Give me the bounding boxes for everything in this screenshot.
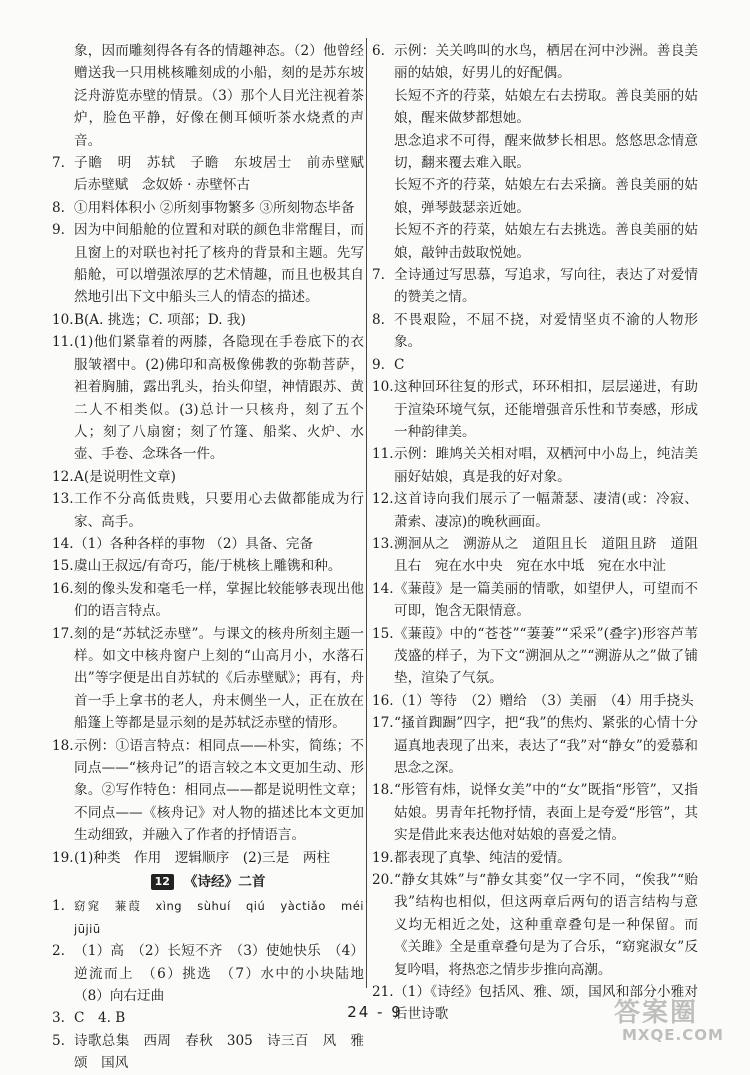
answer-item bbox=[52, 533, 364, 555]
item-number: 3. bbox=[52, 1010, 65, 1027]
item-text: 虞山王叔远/有奇巧，能/于桃核上雕镌和种。 bbox=[74, 558, 342, 575]
answer-item bbox=[372, 488, 698, 533]
answer-item bbox=[52, 466, 364, 488]
answer-continuation bbox=[372, 130, 698, 175]
page-number: 24 - 9 bbox=[347, 1003, 403, 1021]
answer-item bbox=[52, 1030, 378, 1075]
item-text: (1)他们紧靠着的两膝，各隐现在手卷底下的衣服皱褶中。(2)佛印和高极像佛教的弥勒菩萨，袒着胸脯，露出乳头，抬头仰望，神情跟苏、黄二人不相类似。(3)总计一只核舟，刻了五个人；刻了八扇窗；刻了竹篷、船桨、火炉、水壶、手卷、念珠各一件。 bbox=[74, 334, 364, 463]
answer-continuation bbox=[372, 174, 698, 219]
item-number: 21. bbox=[372, 984, 394, 1001]
answer-item bbox=[52, 219, 364, 309]
item-number: 8. bbox=[372, 311, 385, 328]
item-text: 溯洄从之 溯游从之 道阻且长 道阻且跻 道阻且右 宛在水中央 宛在水中坻 宛在水中沚 bbox=[394, 535, 698, 575]
item-number: 13. bbox=[52, 491, 74, 508]
answer-item bbox=[52, 152, 378, 197]
item-text: 思念追求不可得，醒来做梦长相思。悠悠思念情意切，翻来覆去难入眠。 bbox=[394, 132, 698, 172]
section-heading bbox=[52, 871, 364, 893]
answer-item bbox=[372, 712, 698, 779]
answer-item bbox=[372, 690, 698, 712]
item-text: A(是说明性文章) bbox=[74, 468, 176, 485]
answer-item bbox=[372, 443, 698, 488]
item-text: 子瞻 明 苏轼 子瞻 东坡居士 前赤壁赋 后赤壁赋 念奴娇 · 赤壁怀古 bbox=[74, 155, 378, 194]
answer-continuation: 象，因而雕刻得各有各的情趣神态。（2）他曾经赠送我一只用桃核雕刻成的小船，刻的是苏东坡泛舟游览赤壁的情景。（3）那个人目光注视着茶炉，脸色平静，好像在侧耳倾听茶水烧煮的声音。 bbox=[74, 43, 364, 149]
answer-item bbox=[372, 779, 698, 846]
answer-item bbox=[372, 376, 698, 443]
answer-item bbox=[52, 735, 364, 847]
right-column bbox=[372, 40, 698, 1026]
item-number: 20. bbox=[372, 872, 394, 889]
item-number: 15. bbox=[372, 625, 394, 642]
item-number: 17. bbox=[372, 715, 394, 732]
item-number: 18. bbox=[52, 737, 74, 754]
item-text: 不畏艰险，不屈不挠，对爱情坚贞不渝的人物形象。 bbox=[394, 311, 698, 351]
item-text: 这种回环往复的形式，环环相扣，层层递进，有助于渲染环境气氛，还能增强音乐性和节奏感，形成一种韵律美。 bbox=[394, 379, 698, 440]
item-text: 都表现了真挚、纯洁的爱情。 bbox=[394, 849, 571, 866]
answer-item bbox=[52, 578, 364, 623]
item-text: （1）高 （2）长短不齐 （3）使她快乐 （4）逆流而上 （6）挑选 （7）水中的小块陆地 （8）向右迂曲 bbox=[74, 943, 378, 1005]
item-number: 2. bbox=[52, 943, 65, 960]
item-number: 12. bbox=[52, 468, 74, 485]
answer-item bbox=[372, 533, 698, 578]
item-number: 7. bbox=[372, 267, 385, 284]
column-divider bbox=[366, 38, 367, 988]
item-text: （1）等待 （2）赠给 （3）美丽 （4）用手挠头 bbox=[394, 692, 694, 709]
item-number: 17. bbox=[52, 625, 74, 642]
answer-item bbox=[372, 354, 698, 376]
item-number: 10. bbox=[52, 311, 74, 328]
item-number: 11. bbox=[52, 334, 74, 351]
item-text: B(A. 挑选；C. 项部；D. 我) bbox=[74, 311, 246, 328]
item-text: （1）《诗经》包括风、雅、颂，国风和部分小雅对后世诗歌 bbox=[394, 984, 698, 1023]
answer-item bbox=[52, 197, 364, 219]
item-text: 刻的像头发和毫毛一样，掌握比较能够表现出他们的语言特点。 bbox=[74, 580, 364, 620]
item-number: 8. bbox=[52, 199, 65, 216]
item-number: 13. bbox=[372, 535, 394, 552]
item-text: 因为中间船舱的位置和对联的颜色非常醒目，而且窗上的对联也衬托了核舟的背景和主题。先写船舱，可以增强浓厚的艺术情趣，而且也极其自然地引出下文中船头三人的情态的描述。 bbox=[74, 222, 364, 306]
answer-continuation bbox=[372, 85, 698, 130]
item-number: 19. bbox=[52, 849, 74, 866]
item-text: 工作不分高低贵贱，只要用心去做都能成为行家、高手。 bbox=[74, 491, 364, 530]
item-text: （1）各种各样的事物 （2）具备、完备 bbox=[74, 535, 314, 552]
item-number: 19. bbox=[372, 849, 394, 866]
item-text: “搔首踟蹰”四字，把“我”的焦灼、紧张的心情十分逼真地表现了出来，表达了“我”对“静女”的爱慕和思念之深。 bbox=[394, 715, 698, 776]
item-number: 16. bbox=[52, 580, 74, 597]
watermark-url: MXQE.COM bbox=[622, 1026, 724, 1044]
item-number: 6. bbox=[372, 43, 385, 59]
answer-item bbox=[372, 264, 698, 309]
item-text: ①用料体积小 ②所刻事物繁多 ③所刻物态毕备 bbox=[74, 199, 355, 216]
item-text: C bbox=[394, 356, 405, 373]
item-text: 长短不齐的荇菜，姑娘左右去采摘。善良美丽的姑娘，弹琴鼓瑟亲近她。 bbox=[394, 177, 698, 216]
item-number: 9. bbox=[52, 222, 65, 239]
watermark-text: 答案圈 bbox=[614, 998, 699, 1028]
item-text: 诗歌总集 西周 春秋 305 诗三百 风 雅 颂 国风 bbox=[74, 1032, 378, 1072]
item-number: 18. bbox=[372, 782, 394, 799]
item-text: 示例：关关鸣叫的水鸟，栖居在河中沙洲。善良美丽的姑娘，好男儿的好配偶。 bbox=[394, 43, 698, 82]
section-title: 《诗经》二首 bbox=[183, 874, 266, 891]
item-text: 长短不齐的荇菜，姑娘左右去捞取。善良美丽的姑娘，醒来做梦都想她。 bbox=[394, 87, 698, 127]
answer-item bbox=[52, 940, 378, 1007]
item-number: 1. bbox=[52, 898, 65, 915]
answer-item bbox=[372, 847, 698, 869]
watermark-logo bbox=[614, 992, 742, 1044]
item-text: “彤管有炜，说怿女美”中的“女”既指“彤管”，又指姑娘。男青年托物抒情，表面上是夸爱“彤管”，其实是借此来表达他对姑娘的喜爱之情。 bbox=[394, 782, 698, 844]
answer-item bbox=[52, 331, 364, 465]
item-number: 12. bbox=[372, 491, 394, 508]
answer-item bbox=[52, 847, 364, 869]
answer-item bbox=[372, 623, 698, 690]
answer-item bbox=[52, 309, 364, 331]
item-number: 10. bbox=[372, 379, 394, 396]
answer-item bbox=[52, 895, 376, 940]
item-number: 14. bbox=[52, 535, 74, 552]
item-text: 刻的是“苏轼泛赤壁”。与课文的核舟所刻主题一样。如文中核舟窗户上刻的“山高月小，水落石出”等字便是出自苏轼的《后赤壁赋》；再有，舟首一手上拿书的老人，舟末侧坐一人，正在放在船篷上等都是显示刻的是苏轼泛赤壁的情形。 bbox=[74, 625, 364, 732]
item-text: 全诗通过写思慕，写追求，写向往，表达了对爱情的赞美之情。 bbox=[394, 267, 698, 306]
item-text: 《蒹葭》是一篇美丽的情歌，如望伊人，可望而不可即，饱含无限情意。 bbox=[394, 580, 698, 620]
item-number: 7. bbox=[52, 155, 65, 172]
answer-item bbox=[372, 578, 698, 623]
answer-item bbox=[52, 555, 364, 577]
lesson-number-badge: 12 bbox=[151, 874, 174, 890]
item-number: 11. bbox=[372, 446, 394, 463]
item-number: 9. bbox=[372, 356, 385, 373]
item-text: 长短不齐的荇菜，姑娘左右去挑选。善良美丽的姑娘，敲钟击鼓取悦她。 bbox=[394, 222, 698, 261]
item-text: 示例：①语言特点：相同点——朴实，简练；不同点——“核舟记”的语言较之本文更加生动、形象。②写作特色：相同点——都是说明性文章；不同点——《核舟记》对人物的描述比本文更加生动细致，并融入了作者的抒情语言。 bbox=[74, 737, 364, 844]
item-text: 这首诗向我们展示了一幅萧瑟、凄清(或：冷寂、萧索、凄凉)的晚秋画面。 bbox=[394, 491, 698, 530]
item-number: 14. bbox=[372, 580, 394, 597]
item-text: 窈窕 蒹葭 xìng sùhuí qiú yàctiǎo méi jūjiū bbox=[74, 899, 376, 936]
item-text: “静女其姝”与“静女其娈”仅一字不同，“俟我”“贻我”结构也相似，但这两章后两句的语言结构与意义均无相近之处，这种重章叠句是一种保留。而《关雎》全是重章叠句是为了合乐，“窈窕淑女”反复吟唱，将热恋之情步步推向高潮。 bbox=[394, 872, 698, 978]
answer-item bbox=[372, 869, 698, 981]
item-number: 5. bbox=[52, 1032, 65, 1049]
answer-item bbox=[372, 40, 698, 85]
item-text: (1)种类 作用 逻辑顺序 (2)三是 两柱 bbox=[74, 849, 331, 866]
item-number: 15. bbox=[52, 558, 74, 575]
item-text: 示例：雎鸠关关相对唱，双栖河中小岛上，纯洁美丽好姑娘，真是我的好对象。 bbox=[394, 446, 698, 485]
answer-item bbox=[372, 309, 698, 354]
answer-item bbox=[52, 623, 364, 735]
answer-item bbox=[52, 488, 364, 533]
item-text: 《蒹葭》中的“苍苍”“萋萋”“采采”(叠字)形容芦苇茂盛的样子，为下文“溯洄从之”“溯游从之”做了铺垫，渲染了气氛。 bbox=[394, 625, 698, 687]
item-text: C 4. B bbox=[74, 1010, 126, 1027]
item-number: 16. bbox=[372, 692, 394, 709]
answer-continuation bbox=[372, 219, 698, 264]
